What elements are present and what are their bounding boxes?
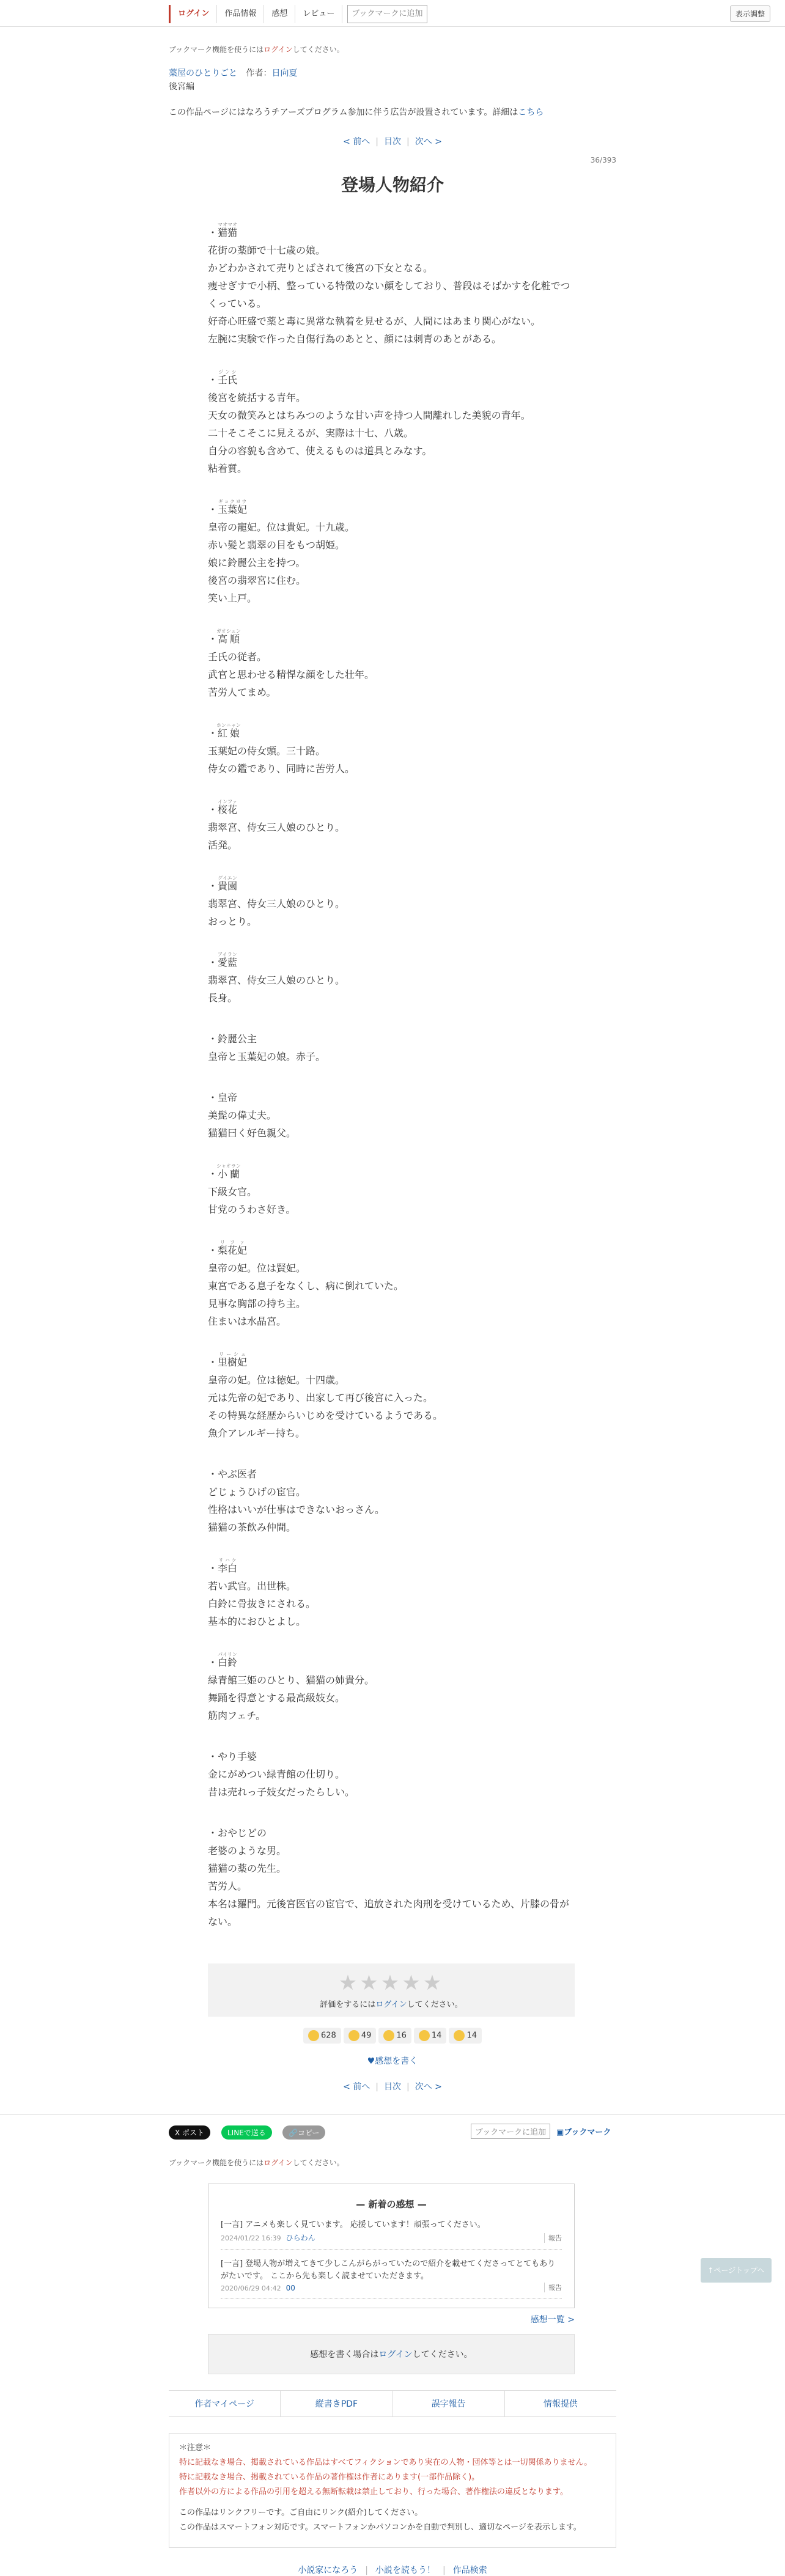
character-description-line: 本名は羅門。元後宮医官の宦官で、追放された肉刑を受けているため、片膝の骨がない。 [208,1898,570,1927]
notice-red-line: 特に記載なき場合、掲載されている作品の著作権は作者にあります(一部作品除く)。 [179,2473,480,2482]
character-description-line: 玉葉妃の侍女頭。三十路。 [208,745,326,757]
character-entry [208,366,575,477]
reaction-count: 16 [396,2031,407,2041]
footer-nav-link[interactable]: 作者マイページ [194,2399,254,2409]
bullet: ・ [208,1751,218,1762]
character-entry [208,1348,575,1442]
character-entry [208,1460,575,1536]
latest-kansou-box [208,2184,575,2308]
character-description-line: 皇帝と玉葉妃の娘。赤子。 [208,1051,326,1062]
note-login-link[interactable]: ログイン [264,45,293,54]
rating-stars[interactable]: ★★★★★ [338,1971,444,1995]
top-pager: < 前へ | 目次 | 次へ > [343,137,442,147]
cry-icon [383,2030,394,2041]
character-description-line: 痩せぎすで小柄、整っている特徴のない顔をしており、普段はそばかすを化粧でつくっている。 [208,280,570,309]
character-description-line: 娘に鈴麗公主を持つ。 [208,557,306,569]
character-entry [208,719,575,778]
note-login-link-2[interactable]: ログイン [264,2158,293,2167]
series-title-link[interactable]: 薬屋のひとりごと [169,68,237,78]
character-description-line: 後宮を統括する青年。 [208,392,306,403]
character-name [208,1160,575,1183]
reaction-button[interactable] [303,2028,341,2044]
reaction-button[interactable] [449,2028,482,2044]
character-entry [208,1554,575,1630]
character-name [208,1819,575,1842]
character-description-line: 皇帝の寵妃。位は貴妃。十九歳。 [208,521,355,533]
character-entry [208,948,575,1007]
note-text-end: してください。 [292,45,344,54]
character-name [208,1236,575,1259]
prev-link[interactable]: < 前へ [343,137,370,147]
character-entry [208,1025,575,1065]
bullet: ・ [208,227,218,238]
character-entry [208,625,575,701]
kansou-date: 2020/06/29 04:42 [221,2284,281,2292]
share-bar [0,2114,785,2151]
bullet: ・ [208,1562,218,1574]
character-name-text: 白鈴 [218,1657,238,1668]
bottom-links [169,2564,616,2576]
header-nav [169,5,427,23]
thumbs-up-icon [308,2030,319,2041]
character-ruby: ギョクヨウ [218,499,248,504]
character-name-text: 紅娘 [216,727,241,739]
character-name-text: 桜花 [218,804,238,815]
character-name [208,366,575,389]
character-entry [208,1236,575,1330]
footer-nav-item [393,2391,505,2416]
rating-box [208,1963,575,2017]
character-description-line: 筋肉フェチ。 [208,1710,266,1721]
character-description-line: 長身。 [208,992,238,1004]
character-description-line: 天女の微笑みとはちみつのような甘い声を持つ人間離れした美貌の青年。 [208,410,531,421]
toc-link[interactable]: 目次 [384,137,401,147]
rating-text-end: してください。 [407,2000,463,2009]
bullet: ・ [208,1356,218,1368]
character-name [208,1348,575,1371]
character-ruby: アイラン [218,952,238,957]
notice-red-line: 特に記載なき場合、掲載されている作品はすべてフィクションであり実在の人物・団体等とは一切関係ありません。 [179,2458,592,2467]
separator: | [365,2566,368,2575]
surprise-icon [419,2030,430,2041]
notice-line: この作品はリンクフリーです。ご自由にリンク(紹介)してください。 [179,2508,423,2517]
lower-content [169,2157,616,2576]
character-description-line: 住まいは水晶宮。 [208,1316,287,1327]
ad-notice [169,106,616,118]
character-description-line: 侍女の鑑であり、同時に苦労人。 [208,763,355,775]
character-name-text: 玉葉妃 [218,504,248,515]
write-text-end: してください。 [412,2350,473,2360]
character-description-line: 翡翠宮、侍女三人娘のひとり。 [208,898,345,910]
character-name [208,1742,575,1765]
notice-line: この作品はスマートフォン対応です。スマートフォンかパソコンかを自動で判別し、適切なページを表示します。 [179,2523,581,2532]
reaction-count: 628 [320,2031,336,2041]
kansou-report-link[interactable]: 報告 [544,2283,562,2292]
bookmark-add-button-2[interactable]: ブックマークに追加 [471,2124,550,2139]
character-ruby: シャオラン [216,1163,241,1169]
kansou-user-link[interactable]: ひらわん [286,2234,315,2242]
next-link-bottom[interactable]: 次へ > [415,2082,442,2092]
ad-detail-link[interactable]: こちら [518,108,544,117]
character-description-line: かどわかされて売りとばされて後宮の下女となる。 [208,262,433,274]
character-name-text: 高順 [216,633,241,645]
character-entry [208,1819,575,1930]
character-description-line: 好奇心旺盛で薬と毒に異常な執着を見せるが、人間にはあまり関心がない。 [208,315,541,327]
character-description-line: 基本的におひとよし。 [208,1616,306,1627]
bottom-link[interactable]: 小説家になろう [298,2566,358,2575]
character-entry [208,1160,575,1218]
bookmark-note [169,44,616,54]
footer-nav-link[interactable]: 縦書きPDF [315,2399,358,2409]
character-description-line: 見事な胸部の持ち主。 [208,1298,306,1309]
bottom-link[interactable]: 作品検索 [452,2566,487,2575]
character-name [208,1554,575,1577]
kansou-report-link[interactable]: 報告 [544,2233,562,2243]
character-description-line: 赤い髪と翡翠の目をもつ胡姫。 [208,539,345,551]
character-name-text: 愛藍 [218,957,238,968]
bullet: ・ [208,727,218,739]
character-name [208,948,575,971]
series-info [169,67,616,94]
character-description-line: 若い武官。出世株。 [208,1580,297,1592]
character-ruby: リーシュ [218,1352,248,1357]
character-name-text: 壬氏 [218,374,238,386]
laugh-icon [454,2030,465,2041]
character-entry [208,872,575,930]
character-name-text: 小蘭 [216,1168,241,1180]
character-name [208,218,575,241]
character-name [208,1648,575,1671]
character-name [208,1083,575,1106]
character-description-line: 舞踊を得意とする最高級妓女。 [208,1692,345,1704]
bottom-link[interactable]: 小説を読もう！ [375,2566,435,2575]
character-description-line: 左腕に実験で作った自傷行為のあとと、顔には刺青のあとがある。 [208,333,502,345]
character-description-line: 活発。 [208,839,238,851]
toc-link-bottom[interactable]: 目次 [384,2082,401,2092]
character-description-line: 壬氏の従者。 [208,651,267,663]
character-description-line: 下級女官。 [208,1186,257,1198]
footer-nav-item [281,2391,392,2416]
character-description-line: 老婆のような男。 [208,1845,287,1857]
character-name-text: やり手婆 [218,1751,257,1762]
write-kansou-box [208,2334,575,2374]
character-description-line: 武官と思わせる精悍な顔をした壮年。 [208,669,375,680]
write-text: 感想を書く場合は [310,2350,379,2360]
kansou-link[interactable]: 感想 [264,5,295,23]
write-kansou-link[interactable]: ♥感想を書く [367,2056,418,2066]
character-entry [208,495,575,607]
character-ruby: インファ [218,799,238,804]
character-ruby: マオマオ [218,222,238,227]
character-description-line: おっとり。 [208,916,257,927]
smile-icon [348,2030,359,2041]
review-link[interactable]: レビュー [295,5,342,23]
character-description-line: 東宮である息子をなくし、病に倒れていた。 [208,1280,404,1292]
bottom-pager: < 前へ | 目次 | 次へ > [343,2082,442,2092]
character-entry [208,1648,575,1724]
bookmark-button[interactable]: ▣ブックマーク [556,2128,611,2137]
character-description-line: 翡翠宮、侍女三人娘のひとり。 [208,974,345,986]
notice-red-line: 作者以外の方による作品の引用を超える無断転載は禁止しており、行った場合、著作権法の違反となります。 [179,2487,568,2497]
kansou-text: [一言] アニメも楽しく見ています。 応援しています！頑張ってください。 [221,2220,485,2229]
character-ruby: リハク [218,1558,238,1563]
footer-nav [169,2390,616,2417]
character-name-text: 猫猫 [218,227,238,238]
character-name-text: やぶ医者 [218,1468,257,1480]
ad-text: この作品ページにはなろうチアーズプログラム参加に伴う広告が設置されています。詳細は [169,108,518,117]
reaction-button[interactable] [378,2028,411,2044]
reaction-count: 14 [431,2031,442,2041]
footer-nav-link[interactable]: 情報提供 [543,2399,578,2409]
character-name [208,872,575,895]
bullet: ・ [208,880,218,892]
latest-kansou-title: — 新着の感想 — [356,2199,427,2210]
next-link[interactable]: 次へ > [415,137,442,147]
bullet: ・ [208,1827,218,1839]
character-name-text: 梨花妃 [218,1245,248,1256]
character-name [208,495,575,518]
character-description-line: 金にがめつい緑青館の仕切り。 [208,1768,345,1780]
character-description-line: どじょうひげの宦官。 [208,1486,306,1498]
character-name-text: 皇帝 [218,1092,238,1103]
note-text-end-2: してください。 [292,2158,344,2167]
kansou-item [221,2250,562,2299]
reaction-count: 49 [361,2031,372,2041]
character-description-line: 猫猫の薬の先生。 [208,1863,287,1874]
character-ruby: ホンニャン [216,723,241,728]
character-description-line: 緑青館三姫のひとり、猫猫の姉貴分。 [208,1674,375,1686]
kansou-date: 2024/01/22 16:39 [221,2234,281,2242]
character-name [208,795,575,819]
site-header [0,0,785,27]
display-settings-button[interactable]: 表示調整 [730,6,770,22]
character-ruby: パイリン [218,1652,238,1657]
prev-link-bottom[interactable]: < 前へ [343,2082,370,2092]
character-description-line: 甘党のうわさ好き。 [208,1204,296,1215]
character-description-line: 皇帝の妃。位は賢妃。 [208,1262,306,1274]
character-description-line: 苦労人てまめ。 [208,686,276,698]
character-description-line: 猫猫曰く好色親父。 [208,1127,297,1139]
character-name-text: 李白 [218,1562,238,1574]
bullet: ・ [208,633,218,645]
character-entry [208,795,575,854]
character-ruby: ガオシュン [216,628,241,634]
character-ruby: ジンシ [218,369,238,375]
login-link[interactable]: ログイン [169,5,217,23]
character-entry [208,1742,575,1801]
chapter-title: 後宮編 [169,82,194,92]
reaction-button[interactable] [414,2028,447,2044]
copy-link-button[interactable]: 🔗コピー [282,2125,325,2140]
kansou-list-link[interactable]: 感想一覧 > [530,2315,575,2325]
character-description-line: その特異な経歴からいじめを受けているようである。 [208,1410,443,1421]
kansou-user-link[interactable]: 00 [286,2284,295,2292]
reaction-bar [169,2028,616,2044]
character-name-text: 貴園 [218,880,238,892]
note-text-2: ブックマーク機能を使うには [169,2158,264,2167]
bullet: ・ [208,374,218,386]
line-send-button[interactable]: LINEで送る [221,2125,272,2140]
bullet: ・ [208,1168,218,1180]
main-content [169,44,616,2092]
character-description-line: 花街の薬師で十七歳の娘。 [208,245,326,256]
bullet: ・ [208,1468,218,1480]
kansou-meta [221,2232,562,2243]
footer-nav-item [169,2391,281,2416]
rating-login-link[interactable]: ログイン [375,2000,407,2009]
page-number: 36/393 [590,156,616,164]
separator: | [443,2566,446,2575]
character-description-line: 後宮の翡翠宮に住む。 [208,575,306,586]
bullet: ・ [208,1245,218,1256]
character-description-line: 翡翠宮、侍女三人娘のひとり。 [208,822,345,833]
author-label: 作者： [246,68,272,78]
character-name [208,719,575,742]
notice-box [169,2433,616,2548]
character-name-text: 鈴麗公主 [218,1033,257,1045]
character-description-line: 笑い上戸。 [208,592,257,604]
footer-nav-link[interactable]: 誤字報告 [431,2399,466,2409]
bullet: ・ [208,804,218,815]
bullet: ・ [208,504,218,515]
character-name [208,1460,575,1483]
character-description-line: 昔は売れっ子妓女だったらしい。 [208,1786,355,1798]
kansou-items [221,2210,562,2299]
character-name [208,1025,575,1048]
character-description-line: 白鈴に骨抜きにされる。 [208,1598,316,1610]
reaction-count: 14 [466,2031,477,2041]
character-description-line: 粘着質。 [208,463,248,474]
character-entry [208,218,575,348]
character-description-line: 自分の容貌も含めて、使えるものは道具とみなす。 [208,445,432,457]
rating-message [208,1998,575,2009]
character-name [208,625,575,648]
write-login-link[interactable]: ログイン [378,2350,413,2360]
character-description-line: 猫猫の茶飲み仲間。 [208,1522,297,1533]
author-link[interactable]: 日向夏 [271,68,298,78]
bullet: ・ [208,1092,218,1103]
character-description-line: 元は先帝の妃であり、出家して再び後宮に入った。 [208,1392,433,1404]
reaction-button[interactable] [344,2028,377,2044]
page-top-button[interactable]: ↑ページトップへ [701,2258,772,2283]
notice-head: ＊注意＊ [179,2443,212,2453]
work-info-link[interactable]: 作品情報 [217,5,264,23]
character-ruby: グイエン [218,875,238,881]
x-post-button[interactable]: X ポスト [169,2125,210,2140]
bullet: ・ [208,957,218,968]
bullet: ・ [208,1033,218,1045]
bullet: ・ [208,1657,218,1668]
rating-text: 評価をするには [320,2000,376,2009]
bookmark-note-2 [169,2157,616,2168]
character-description-line: 美髭の偉丈夫。 [208,1110,277,1121]
bookmark-add-button[interactable]: ブックマークに追加 [347,5,427,23]
footer-nav-item [505,2391,616,2416]
kansou-meta [221,2284,562,2292]
character-description-line: 二十そこそこに見えるが、実際は十七、八歳。 [208,427,414,439]
page-title: 登場人物紹介 [341,175,444,195]
character-name-text: おやじどの [218,1827,267,1839]
character-description-line: 性格はいいが仕事はできないおっさん。 [208,1504,385,1515]
character-description-line: 魚介アレルギー持ち。 [208,1427,305,1439]
character-list [208,218,575,1930]
character-entry [208,1083,575,1142]
kansou-text: [一言] 登場人物が増えてきて少しこんがらがっていたので紹介を載せてくださってとてもありがたいです。 ここから先も楽しく読ませていただきます。 [221,2259,556,2281]
character-ruby: リファ [218,1240,248,1245]
kansou-item [221,2210,562,2250]
character-description-line: 苦労人。 [208,1880,248,1892]
character-name-text: 里樹妃 [218,1356,248,1368]
character-description-line: 皇帝の妃。位は徳妃。十四歳。 [208,1374,345,1386]
note-text: ブックマーク機能を使うには [169,45,264,54]
